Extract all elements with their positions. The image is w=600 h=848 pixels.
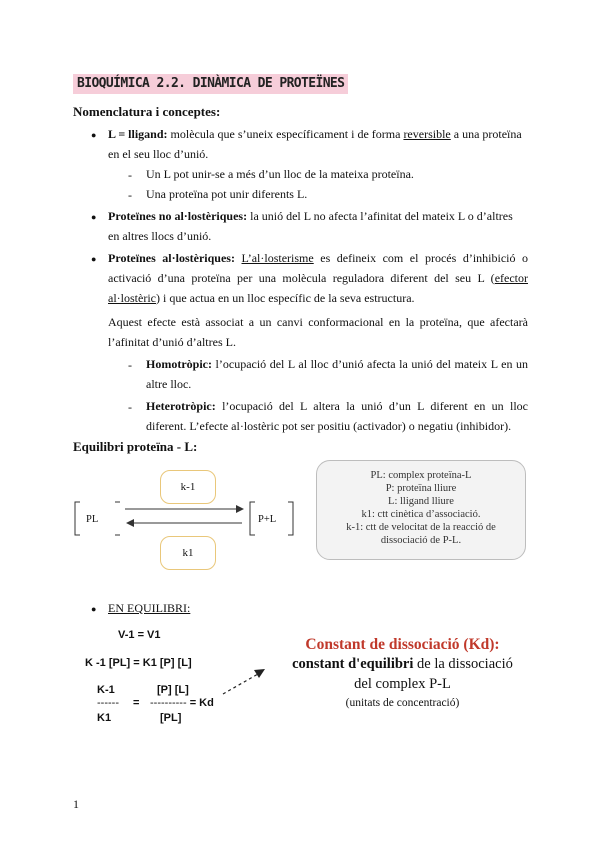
- dashed-arrow: [220, 664, 270, 698]
- legend-line: PL: complex proteïna-L: [370, 470, 472, 481]
- legend-line: P: proteïna lliure: [385, 483, 457, 494]
- text: molècula que s’uneix específicament i de forma: [167, 127, 404, 141]
- dashed-arrow-line: [223, 674, 258, 694]
- species-PL: PL: [86, 514, 99, 525]
- fraction-left-numerator: K-1: [97, 684, 115, 696]
- bullet-no-allosteriques-line2: en altres llocs d’unió.: [108, 229, 212, 243]
- bullet-dot: ●: [91, 130, 97, 140]
- term-homotropic: Homotròpic:: [146, 357, 212, 371]
- right-bracket: [250, 502, 255, 535]
- text: a una proteïna: [450, 127, 522, 141]
- legend-line: dissociació de P-L.: [380, 535, 462, 546]
- dash: -: [128, 400, 132, 414]
- equilibri-label: [108, 598, 190, 618]
- kd-title: Constant de dissociació (Kd):: [305, 636, 500, 653]
- reverse-arrowhead: [126, 519, 134, 527]
- legend-line: L: lligand lliure: [388, 496, 454, 507]
- bullet-dot: ●: [91, 254, 97, 264]
- kd-line4: (unitats de concentració): [345, 697, 460, 709]
- equation-rates-equal: V-1 = V1: [118, 629, 161, 641]
- page-title: BIOQUÍMICA 2.2. DINÀMICA DE PROTEÏNES: [73, 74, 348, 94]
- bullet-allosteriques-line3: [108, 288, 415, 308]
- fraction-bar-dashes: ----------: [150, 697, 187, 709]
- sub-item-homotropic-line2: altre lloc.: [146, 377, 192, 391]
- text: l’ocupació del L altera la unió d’un L diferent en un lloc: [215, 399, 528, 413]
- term-no-allosteriques: Proteïnes no al·lostèriques:: [108, 209, 248, 223]
- sub-item-heterotropic: [146, 396, 528, 416]
- underlined-allosteric: al·lostèric: [108, 291, 156, 305]
- text: de la dissociació: [413, 656, 513, 672]
- fraction-right-bar: [150, 697, 214, 709]
- section-heading-nomenclatura: Nomenclatura i conceptes:: [73, 104, 221, 119]
- bullet-allosteriques: [108, 248, 528, 268]
- kd-term-bold: constant d'equilibri: [292, 656, 414, 672]
- bullet-dot: ●: [91, 604, 97, 614]
- underlined-efector: efector: [494, 271, 528, 285]
- section-heading-equilibri: Equilibri proteïna - L:: [73, 439, 198, 454]
- forward-arrowhead: [236, 505, 244, 513]
- equals-kd: = Kd: [189, 697, 214, 709]
- fraction-left-bar: ------: [97, 697, 119, 709]
- text: activació d’una proteïna per una molècula reguladora diferent del seu L (: [108, 271, 495, 285]
- underlined-reversible: reversible: [403, 127, 451, 141]
- bullet-lligand-line2: en el seu lloc d’unió.: [108, 147, 209, 161]
- page-number: 1: [73, 797, 79, 811]
- kd-line3: del complex P-L: [354, 676, 451, 692]
- kd-line2: [275, 656, 530, 673]
- legend-line: k-1: ctt de velocitat de la reacció de: [346, 522, 496, 533]
- equals-sign: =: [133, 697, 140, 709]
- text: ) i que actua en un lloc específic de la seva estructura.: [155, 291, 415, 305]
- term-heterotropic: Heterotròpic:: [146, 399, 216, 413]
- sub-item: Un L pot unir-se a més d’un lloc de la mateixa proteïna.: [146, 167, 414, 181]
- bullet-lligand: [108, 124, 528, 144]
- paragraph-canvi-conformacional: Aquest efecte està associat a un canvi conformacional en la proteïna, que afectarà: [108, 315, 528, 329]
- text: l’ocupació del L al lloc d’unió afecta la unió del mateix L en un: [211, 357, 528, 371]
- legend-line: k1: ctt cinètica d’associació.: [361, 509, 481, 520]
- rate-constant-k-1-box: k-1: [160, 470, 216, 504]
- right-bracket-ends: [288, 502, 293, 535]
- term-lligand: L = lligand:: [108, 127, 168, 141]
- equilibri-label-text: EN EQUILIBRI:: [108, 601, 191, 615]
- sub-item: Una proteïna pot unir diferents L.: [146, 187, 308, 201]
- fraction-right-numerator: [P] [L]: [157, 684, 189, 696]
- sub-item-homotropic: [146, 354, 528, 374]
- dashed-arrowhead: [254, 669, 265, 678]
- dash: -: [128, 188, 132, 202]
- fraction-right-denominator: [PL]: [160, 712, 182, 724]
- bullet-no-allosteriques: [108, 206, 528, 226]
- equation-rate-law: K -1 [PL] = K1 [P] [L]: [85, 657, 192, 669]
- left-bracket-ends: [115, 502, 120, 535]
- dash: -: [128, 168, 132, 182]
- bullet-allosteriques-line2: [108, 268, 528, 288]
- underlined-allosterisme: L’al·losterisme: [241, 251, 314, 265]
- left-bracket: [75, 502, 80, 535]
- text: la unió del L no afecta l’afinitat del mateix L o d’altres: [247, 209, 513, 223]
- species-P-plus-L: P+L: [258, 514, 277, 525]
- sub-item-heterotropic-line2: diferent. L’efecte al·lostèric pot ser positiu (activador) o negatiu (inhibidor).: [146, 419, 512, 433]
- term-allosteriques: Proteïnes al·lostèriques:: [108, 251, 235, 265]
- bullet-dot: ●: [91, 212, 97, 222]
- text: es defineix com el procés d’inhibició o: [313, 251, 529, 265]
- fraction-left-denominator: K1: [97, 712, 112, 724]
- legend-box: [316, 460, 526, 560]
- dash: -: [128, 358, 132, 372]
- rate-constant-k1-box: k1: [160, 536, 216, 570]
- paragraph-canvi-conformacional-line2: l’afinitat d’unió d’altres L.: [108, 335, 236, 349]
